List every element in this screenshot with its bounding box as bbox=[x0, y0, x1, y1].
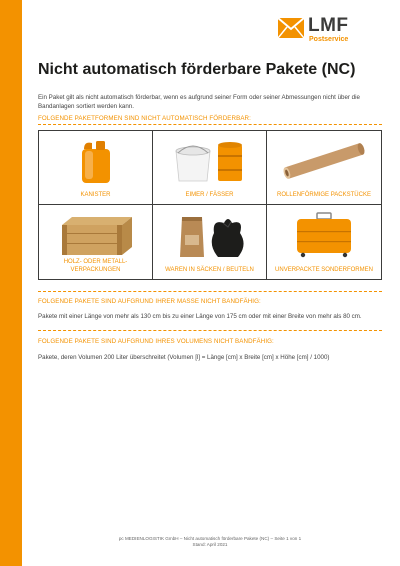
mass-rule-text: Pakete mit einer Länge von mehr als 130 cm bis zu einer Länge von 175 cm oder mit einer Breite von mehr als 80 cm. bbox=[38, 313, 362, 320]
roll-tube-icon bbox=[279, 137, 369, 185]
package-forms-grid bbox=[38, 130, 382, 280]
sacks-bags-icon bbox=[168, 211, 252, 259]
section-heading-volume: FOLGENDE PAKETE SIND AUFGRUND IHRES VOLUMENS NICHT BANDFÄHIG: bbox=[38, 338, 274, 345]
cell-label: WAREN IN SÄCKEN / BEUTELN bbox=[165, 266, 254, 273]
footer-date-line: Stand: April 2021 bbox=[192, 542, 228, 547]
cell-label: UNVERPACKTE SONDERFORMEN bbox=[275, 266, 373, 273]
grid-cell-wooden-crate bbox=[39, 205, 153, 279]
bucket-barrel-icon bbox=[170, 137, 250, 185]
section-divider bbox=[38, 291, 382, 292]
wooden-crate-icon bbox=[54, 211, 138, 257]
intro-text: Ein Paket gilt als nicht automatisch förderbar, wenn es aufgrund seiner Form oder seiner Abmessungen nicht über die Bandanlagen sortiert werden kann. bbox=[38, 94, 360, 110]
section-heading-forms: FOLGENDE PAKETFORMEN SIND NICHT AUTOMATISCH FÖRDERBAR: bbox=[38, 115, 251, 122]
canister-icon bbox=[76, 137, 116, 185]
section-divider bbox=[38, 124, 382, 125]
lmf-logo bbox=[278, 16, 370, 46]
section-heading-mass: FOLGENDE PAKETE SIND AUFGRUND IHRER MASSE NICHT BANDFÄHIG: bbox=[38, 298, 261, 305]
cell-label: EIMER / FÄSSER bbox=[185, 191, 234, 198]
cell-label: HOLZ- ODER METALL- VERPACKUNGEN bbox=[63, 259, 128, 273]
cell-label: KANISTER bbox=[80, 191, 111, 198]
grid-cell-bucket-barrel bbox=[153, 131, 267, 205]
orange-side-bar bbox=[0, 0, 22, 566]
grid-cell-sacks-bags bbox=[153, 205, 267, 279]
grid-cell-suitcase bbox=[267, 205, 381, 279]
cell-label: ROLLENFÖRMIGE PACKSTÜCKE bbox=[277, 191, 371, 198]
suitcase-icon bbox=[289, 211, 359, 259]
page-footer bbox=[38, 536, 382, 548]
section-divider bbox=[38, 330, 382, 331]
volume-rule-text: Pakete, deren Volumen 200 Liter überschreitet (Volumen [l] = Länge [cm] x Breite [cm] x Höhe [cm] / 1000) bbox=[38, 354, 330, 361]
logo-subtitle: Postservice bbox=[309, 36, 349, 43]
grid-cell-roll-tube bbox=[267, 131, 381, 205]
logo-brand: LMF bbox=[308, 15, 349, 36]
grid-cell-canister bbox=[39, 131, 153, 205]
footer-company-line: pc MEDIENLOGISTIK GmbH – Nicht automatisch förderbare Pakete (NC) – Seite 1 von 1 bbox=[118, 536, 302, 541]
envelope-logo-icon bbox=[278, 18, 304, 38]
page-title: Nicht automatisch förderbare Pakete (NC) bbox=[38, 61, 356, 78]
